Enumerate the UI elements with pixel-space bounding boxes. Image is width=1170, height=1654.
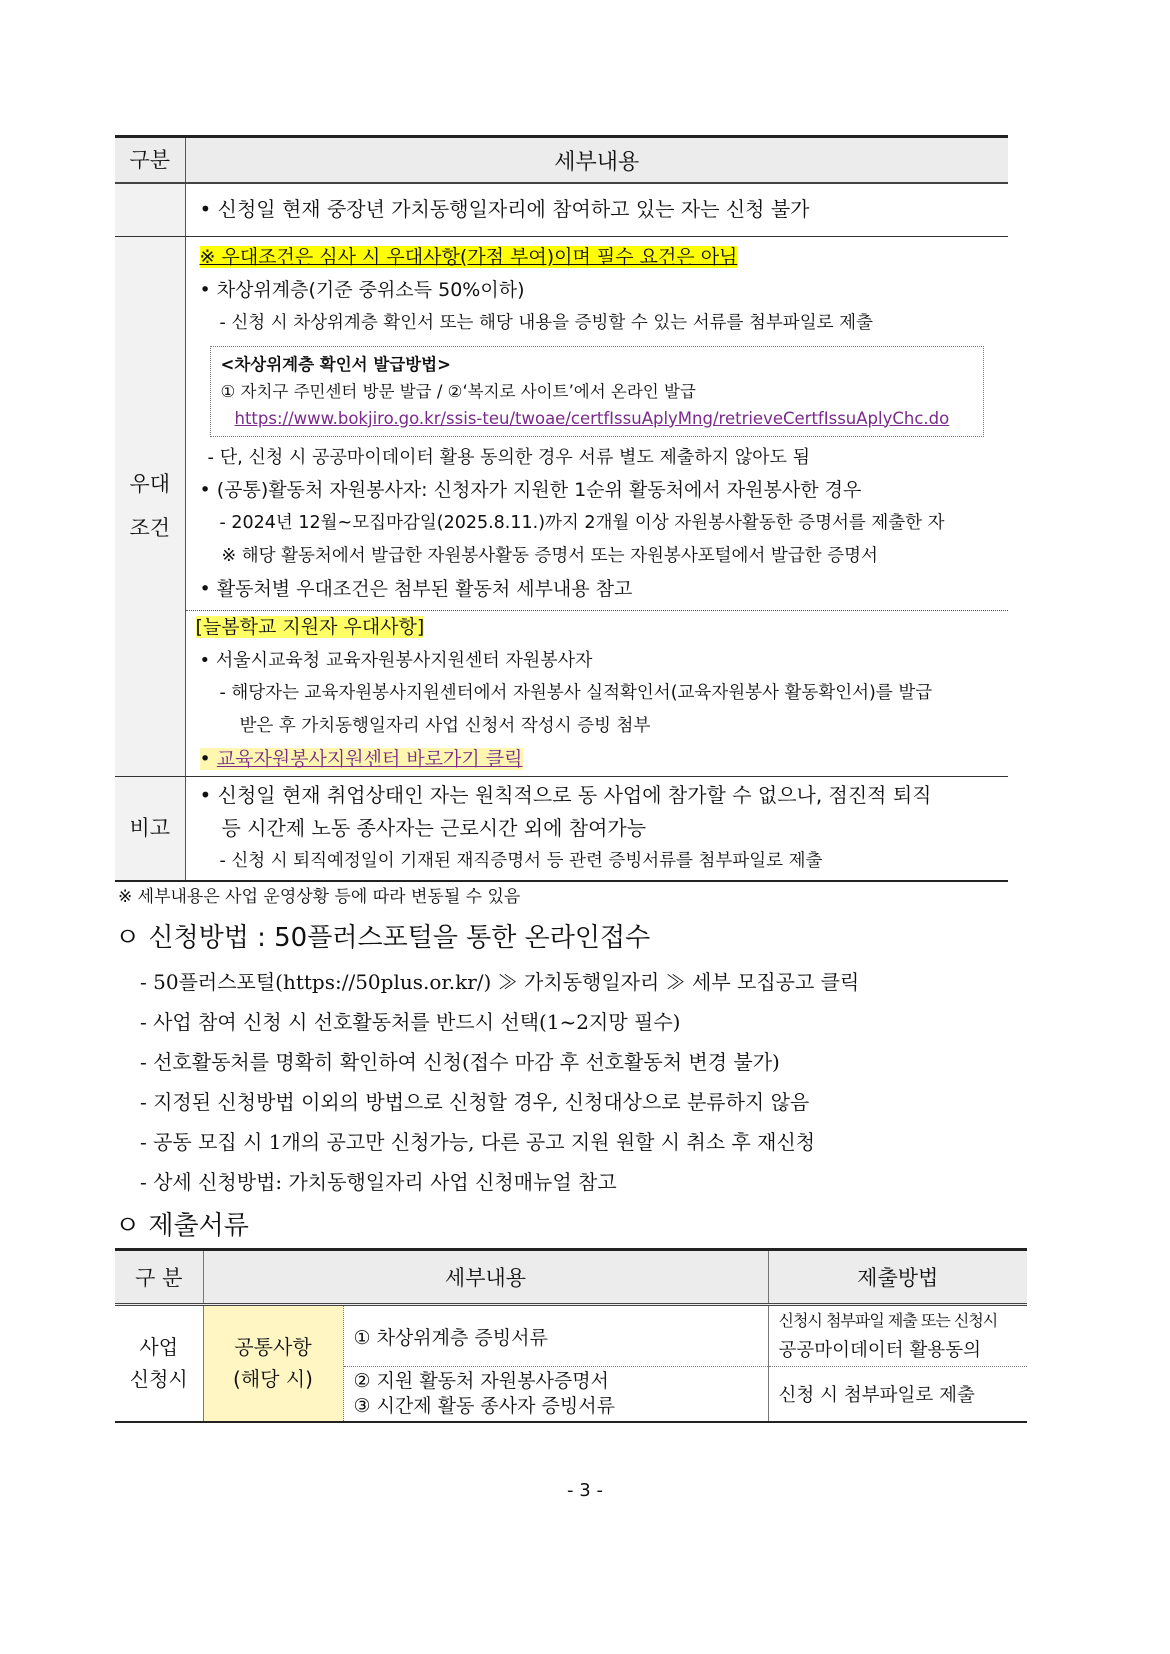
edu-center-link[interactable]: 교육자원봉사지원센터 바로가기 클릭 <box>216 747 523 770</box>
category-label: 공통사항 (해당 시) <box>203 1305 343 1422</box>
item-site-reference: • 활동처별 우대조건은 첨부된 활동처 세부내용 참고 <box>199 577 633 600</box>
item-volunteer: • (공통)활동처 자원봉사자: 신청자가 지원한 1순위 활동처에서 자원봉사한 경우 <box>199 478 862 501</box>
header-details: 세부내용 <box>185 137 1008 184</box>
bullet: • <box>199 747 211 770</box>
method2: 신청 시 첨부파일로 제출 <box>778 1384 975 1406</box>
doc-item: ① 차상위계층 증빙서류 <box>343 1305 768 1367</box>
item-edu-sub1: - 해당자는 교육자원봉사지원센터에서 자원봉사 실적확인서(교육자원봉사 활동확인서)를 발급 <box>219 682 933 703</box>
row3-label: 비고 <box>115 776 185 881</box>
doc-items: ② 지원 활동처 자원봉사증명서 ③ 시간제 활동 종사자 증빙서류 <box>343 1367 768 1422</box>
apply-item: - 50플러스포털(https://50plus.or.kr/) ≫ 가치동행일자리 ≫ 세부 모집공고 클릭 <box>140 970 860 994</box>
header-method: 제출방법 <box>768 1250 1027 1305</box>
apply-item: - 선호활동처를 명확히 확인하여 신청(접수 마감 후 선호활동처 변경 불가) <box>140 1050 780 1074</box>
header-category: 구 분 <box>115 1250 203 1305</box>
item-volunteer-sub: - 2024년 12월~모집마감일(2025.8.11.)까지 2개월 이상 자원봉사활동한 증명서를 제출한 자 <box>219 512 945 533</box>
row1-text: • 신청일 현재 중장년 가치동행일자리에 참여하고 있는 자는 신청 불가 <box>199 197 810 222</box>
apply-item: - 지정된 신청방법 이외의 방법으로 신청할 경우, 신청대상으로 분류하지 않음 <box>140 1090 810 1114</box>
remark-line1: • 신청일 현재 취업상태인 자는 원칙적으로 동 사업에 참가할 수 없으나, 점진적 퇴직 <box>199 782 932 807</box>
mydata-note: - 단, 신청 시 공공마이데이터 활용 동의한 경우 서류 별도 제출하지 않아도 됨 <box>207 446 811 468</box>
box-title: <차상위계층 확인서 발급방법> <box>220 354 451 374</box>
method1: 신청시 첨부파일 제출 또는 신청시 공공마이데이터 활용동의 <box>768 1305 1027 1367</box>
preference-notice: ※ 우대조건은 심사 시 우대사항(가점 부여)이며 필수 요건은 아님 <box>199 245 738 268</box>
page-number: - 3 - <box>567 1480 603 1501</box>
row2-label: 우대 조건 <box>115 236 185 776</box>
row1-label <box>115 183 185 236</box>
bokjiro-link[interactable]: https://www.bokjiro.go.kr/ssis-teu/twoae/certfIssuAplyMng/retrieveCertfIssuAplyChc.do <box>234 408 950 428</box>
certificate-info-box <box>210 346 985 437</box>
remark-sub: - 신청 시 퇴직예정일이 기재된 재직증명서 등 관련 증빙서류를 첨부파일로 제출 <box>219 850 823 871</box>
section-apply-title: ㅇ 신청방법 : 50플러스포털을 통한 온라인접수 <box>115 923 651 953</box>
section-documents-title: ㅇ 제출서류 <box>115 1211 249 1241</box>
item-volunteer-note: ※ 해당 활동처에서 발급한 자원봉사활동 증명서 또는 자원봉사포털에서 발급한 증명서 <box>221 545 878 566</box>
remark-line2: 등 시간제 노동 종사자는 근로시간 외에 참여가능 <box>221 815 647 840</box>
item-low-income-sub: - 신청 시 차상위계층 확인서 또는 해당 내용을 증빙할 수 있는 서류를 첨부파일로 제출 <box>219 312 873 333</box>
apply-item: - 사업 참여 신청 시 선호활동처를 반드시 선택(1~2지망 필수) <box>140 1010 681 1034</box>
item-low-income: • 차상위계층(기준 중위소득 50%이하) <box>199 278 525 301</box>
header-details: 세부내용 <box>203 1250 768 1305</box>
apply-item: - 공동 모집 시 1개의 공고만 신청가능, 다른 공고 지원 원할 시 취소 후 재신청 <box>140 1130 816 1154</box>
documents-table <box>115 1248 1027 1423</box>
neulbom-heading: [늘봄학교 지원자 우대사항] <box>195 615 425 638</box>
group-label: 사업 신청시 <box>115 1305 203 1422</box>
header-category: 구분 <box>115 137 185 184</box>
table-note: ※ 세부내용은 사업 운영상황 등에 따라 변동될 수 있음 <box>118 887 521 907</box>
eligibility-table <box>115 135 1008 882</box>
item-edu-sub2: 받은 후 가치동행일자리 사업 신청서 작성시 증빙 첨부 <box>239 715 651 736</box>
item-edu-volunteer: • 서울시교육청 교육자원봉사지원센터 자원봉사자 <box>199 649 593 671</box>
box-line: ① 자치구 주민센터 방문 발급 / ②‘복지로 사이트’에서 온라인 발급 <box>220 381 696 401</box>
apply-item: - 상세 신청방법: 가치동행일자리 사업 신청매뉴얼 참고 <box>140 1170 617 1194</box>
